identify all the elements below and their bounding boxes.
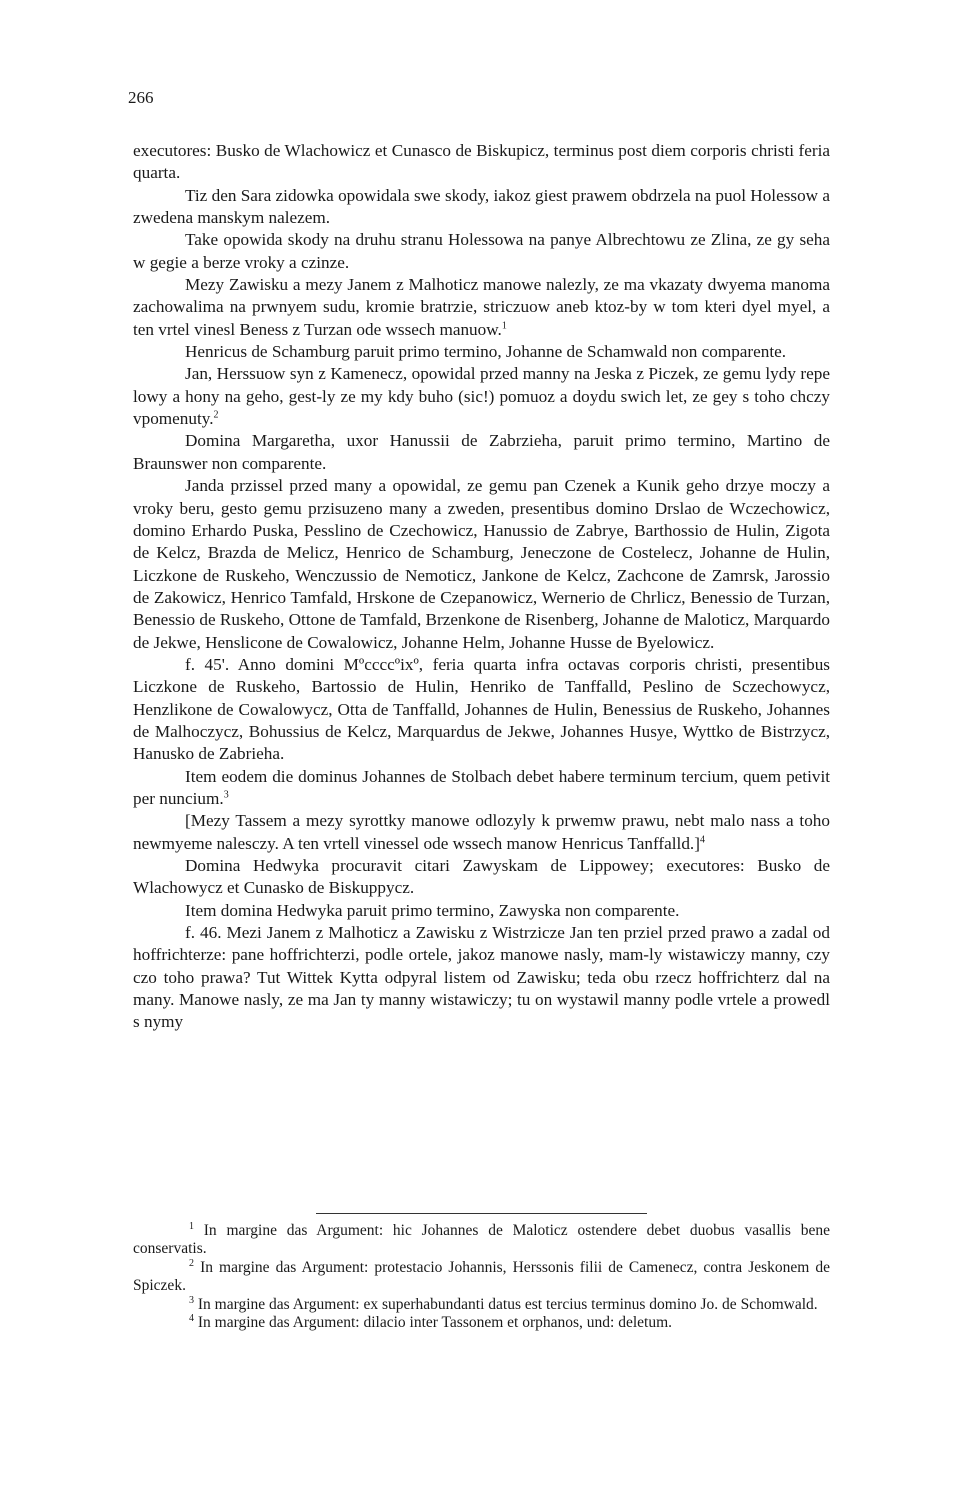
paragraph: f. 46. Mezi Janem z Malhoticz a Zawisku z Wistrzicze Jan ten prziel przed prawo a zadal od hoffrichterze: pane hoffrichterzi, podle ortele, jakoz manowe nasly, mam-ly wistawiczy manny, czy czo toho prawa? Tut Wittek Kytta odpyral listem od Zawisku; teda obu rzecz hoffrichterz dal na many. Manowe nasly, ze ma Jan ty manny wistawiczy; tu on wystawil manny podle vrtele a prowedl s nymy: [133, 923, 830, 1032]
paragraph: Item eodem die dominus Johannes de Stolbach debet habere terminum tercium, quem petivit per nuncium.$^3$: [133, 766, 830, 808]
paragraph: Take opowida skody na druhu stranu Holessowa na panye Albrechtowu ze Zlina, ze gy seha w gegie a berze vroky a czinze.: [133, 230, 830, 272]
footnote: $^2$ In margine das Argument: protestacio Johannis, Herssonis filii de Camenecz, contra Jeskonem de Spiczek.: [133, 1257, 831, 1295]
paragraph: Janda przissel przed many a opowidal, ze gemu pan Czenek a Kunik geho drzye moczy a vroky beru, gesto gemu przisuzeno many a zweden, presentibus domino Drslao de Wczechowicz, domino Erhardo Puska, Pesslino de Czechowicz, Hanussio de Zabrye, Barthossio de Hulin, Zigota de Kelcz, Brazda de Melicz, Henrico de Schamburg, Jeneczone de Costelecz, Johanne de Hulin, Liczkone de Ruskeho, Wenczussio de Nemoticz, Jankone de Kelcz, Zachcone de Zamrsk, Jarossio de Zakowicz, Henrico Tamfald, Hrskone de Czepanowicz, Wernerio de Chrlicz, Benessio de Turzan, Benessio de Ruskeho, Ottone de Tamfald, Brzenkone de Risenberg, Johanne de Maloticz, Marquardo de Jekwe, Henslicone de Cowalowicz, Johanne Helm, Johanne Husse de Byelowicz.: [133, 476, 830, 652]
footnote-ref: 4: [699, 833, 705, 845]
footnote: $^4$ In margine das Argument: dilacio inter Tassonem et orphanos, und: deletum.: [189, 1312, 673, 1332]
page-number: 266: [128, 88, 154, 107]
main-text: [133, 140, 830, 1034]
footnote-ref: 1: [501, 320, 507, 332]
paragraph: Item domina Hedwyka paruit primo termino, Zawyska non comparente.: [185, 900, 680, 920]
footnote-mark: 2: [189, 1257, 194, 1269]
paragraph: Domina Margaretha, uxor Hanussii de Zabrzieha, paruit primo termino, Martino de Braunswer non comparente.: [133, 431, 830, 473]
paragraph: Jan, Herssuow syn z Kamenecz, opowidal przed manny na Jeska z Piczek, ze gemu lydy repe lowy a hony na geho, gest-ly ze my kdy buho (sic!) pomuoz a doydu swich let, ze gey s toho chczy vpomenuty.$^2$: [133, 364, 830, 429]
paragraph: Tiz den Sara zidowka opowidala swe skody, iakoz giest prawem obdrzela na puol Holessow a zwedena manskym nalezem.: [133, 185, 831, 228]
paragraph: [Mezy Tassem a mezy syrottky manowe odlozyly k prwemw prawu, nebt malo nass a toho newmyeme nalesczy. A ten vrtell vinessel ode wssech manow Henricus Tanffalld.]$^4$: [133, 811, 830, 853]
paragraph: Mezy Zawisku a mezy Janem z Malhoticz manowe nalezly, ze ma vkazaty dwyema manoma zachowalima na prwnyem sudu, kromie bratrzie, striczuow aneb ktoz-by w tom kteri dyel myel, a ten vrtel vinesl Beness z Turzan ode wssech manuow.$^1$: [133, 275, 830, 339]
footnote-mark: 4: [189, 1312, 194, 1324]
paragraph: f. 45'. Anno domini Mºccccºixº, feria quarta infra octavas corporis christi, presentibus Liczkone de Ruskeho, Bartossio de Hulin, Henriko de Tanffalld, Peslino de Sczechowycz, Henzlikone de Cowalowycz, Otta de Tanffalld, Johannes de Hulin, Benessius de Ruskeho, Johannes de Malhoczycz, Bohussius de Kelcz, Marquardus de Jekwe, Johannes Husye, Wyttko de Bistrzycz, Hanusko de Zabrieha.: [133, 654, 830, 764]
footnote-ref: 3: [223, 789, 229, 801]
paragraph: Domina Hedwyka procuravit citari Zawyskam de Lippowey; executores: Busko de Wlachowycz et Cunasko de Biskuppycz.: [133, 856, 830, 898]
footnotes: [133, 1222, 830, 1332]
paragraph: Henricus de Schamburg paruit primo termino, Johanne de Schamwald non comparente.: [185, 342, 787, 362]
footnote-divider: [316, 1213, 647, 1214]
footnote-ref: 2: [213, 409, 219, 421]
footnote: $^3$ In margine das Argument: ex superhabundanti datus est tercius terminus domino Jo. de Schomwald.: [189, 1294, 818, 1313]
paragraph: executores: Busko de Wlachowicz et Cunasco de Biskupicz, terminus post diem corporis christi feria quarta.: [133, 141, 830, 183]
footnote-mark: 3: [189, 1294, 194, 1306]
footnote: $^1$ In margine das Argument: hic Johannes de Maloticz ostendere debet duobus vasallis bene conservatis.: [133, 1220, 830, 1258]
footnote-mark: 1: [189, 1220, 194, 1232]
